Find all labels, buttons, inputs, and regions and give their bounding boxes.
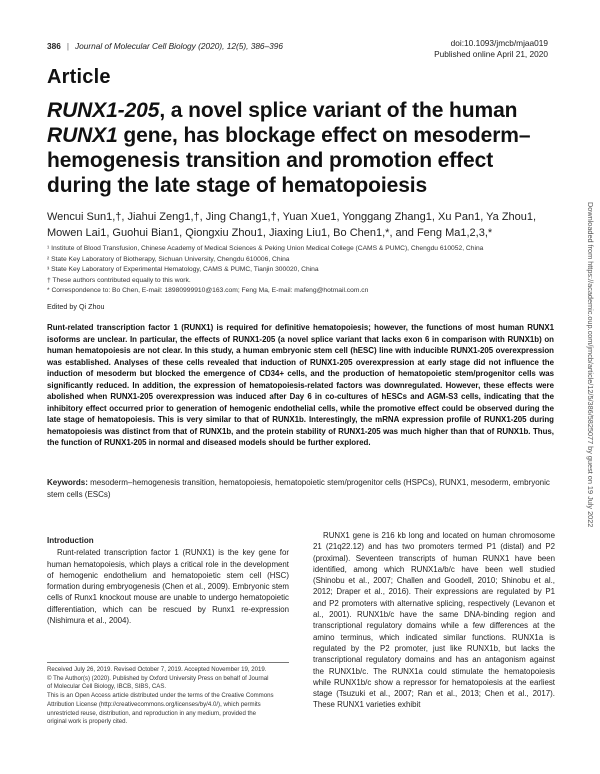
- footnote-license-1: This is an Open Access article distributed under the terms of the Creative Commons: [47, 692, 274, 700]
- keywords-text: mesoderm–hemogenesis transition, hematopoiesis, hematopoietic stem/progenitor cells (HSPCs), RUNX1, mesoderm, embryonic stem cells (ESCs): [47, 478, 550, 499]
- doi[interactable]: doi:10.1093/jmcb/mjaa019: [450, 38, 548, 48]
- published-date: Published online April 21, 2020: [434, 49, 548, 59]
- journal-citation: Journal of Molecular Cell Biology (2020), 12(5), 386–396: [75, 41, 284, 51]
- author-list: Wencui Sun1,†, Jiahui Zeng1,†, Jing Chang1,†, Yuan Xue1, Yonggang Zhang1, Xu Pan1, Ya Zhou1, Mowen Lai1, Guohui Bian1, Qiongxiu Zhou1, Jiaxing Liu1, Bo Chen1,*, and Feng Ma1,2,3,*: [47, 211, 537, 239]
- download-note: [586, 202, 598, 634]
- keywords-label: Keywords:: [47, 478, 88, 487]
- introduction-paragraph: Runt-related transcription factor 1 (RUNX1) is the key gene for human hematopoiesis, which plays a critical role in the development of hemogenic endothelium and hematopoietic stem cell (HSC) formation during embryogenesis (Chen et al., 2009). Embryonic stem cells of Runx1 knockout mouse are unable to undergo hematopoietic differentiation, which can be rescued by Runx1 re-expression (Nishimura et al., 2004).: [47, 548, 289, 626]
- title-variant: RUNX1-205: [47, 99, 160, 122]
- footnote-rule: [47, 662, 289, 663]
- title-part-1: , a novel splice variant of the human: [159, 99, 518, 122]
- footnote-license-4: original work is properly cited.: [47, 718, 128, 726]
- introduction-heading: Introduction: [47, 536, 94, 545]
- page-number: 386: [47, 41, 61, 51]
- right-column: [313, 530, 555, 711]
- correspondence: * Correspondence to: Bo Chen, E-mail: 18980999910@163.com; Feng Ma, E-mail: mafeng@hotmail.com.cn: [47, 287, 369, 294]
- paper-title: [47, 98, 557, 198]
- header-right: [434, 38, 548, 60]
- introduction-section: [47, 535, 289, 626]
- header-separator: |: [66, 41, 69, 51]
- abstract: Runt-related transcription factor 1 (RUNX1) is required for definitive hematopoiesis; however, the functions of most human RUNX1 isoforms are unclear. In particular, the effects of RUNX1-205 (a novel splice variant that lacks exon 6 in comparison with RUNX1b) on human hematopoiesis are not clear. In this study, a human embryonic stem cell (hESC) line with inducible RUNX1-205 overexpression was established. Analyses of these cells revealed that induction of RUNX1-205 overexpression at early stage did not influence the induction of mesoderm but blocked the emergence of CD34+ cells, and the production of hematopoietic stem/progenitor cells was significantly reduced. In addition, the expression of hematopoiesis-related factors was downregulated. However, these effects were abolished when RUNX1-205 overexpression was induced after Day 6 in co-cultures of hESCs and AGM-S3 cells, indicating that the inhibitory effect occurred prior to generation of hemogenic endothelial cells, while the promotive effect could be observed during the late stage of hematopoiesis. This is very similar to that of RUNX1b. Interestingly, the mRNA expression profile of RUNX1-205 during hematopoiesis was distinct from that of RUNX1b, and the protein stability of RUNX1-205 was much higher than that of RUNX1b. Thus, the function of RUNX1-205 in normal and diseased models should be further explored.: [47, 323, 554, 448]
- footnote: [47, 666, 292, 727]
- edited-by: Edited by Qi Zhou: [47, 302, 105, 311]
- equal-contribution-note: † These authors contributed equally to this work.: [47, 276, 191, 284]
- title-gene: RUNX1: [47, 124, 118, 147]
- footnote-license-3: unrestricted reuse, distribution, and reproduction in any medium, provided the: [47, 709, 256, 717]
- footnote-copyright-2: of Molecular Cell Biology, IBCB, SIBS, CAS.: [47, 683, 167, 691]
- keywords: [47, 477, 554, 500]
- footnote-copyright-1: © The Author(s) (2020). Published by Oxford University Press on behalf of Journal: [47, 674, 269, 682]
- running-header: [47, 41, 283, 51]
- download-note-text: Downloaded from https://academic.oup.com/jmcb/article/12/5/386/5825077 by guest on 19 July 2022: [586, 202, 595, 528]
- title-part-2: gene, has blockage effect on mesoderm–hemogenesis transition and promotion effect during the late stage of hematopoiesis: [47, 124, 531, 197]
- article-type: Article: [47, 66, 111, 88]
- right-column-paragraph: RUNX1 gene is 216 kb long and located on human chromosome 21 (21q22.12) and has two promoters termed P1 (distal) and P2 (proximal). Seventeen transcripts of human RUNX1 have been identified, among which RUNX1a/b/c have been well studied (Shinobu et al., 2007; Challen and Goodell, 2010; Shinobu et al., 2012; Draper et al., 2016). Their expressions are regulated by P1 and P2 promoters with alternative splicing, respectively (Levanon et al., 2001). RUNX1b/c have the same DNA-binding region and transcriptional regulatory domains while a few differences at the amino terminus, which indicated similar functions. RUNX1a is regulated by the P2 promoter, just like RUNX1b, but lacks the transcriptional regulatory domains and has an antagonism against the RUNX1b/c. The RUNX1a could stimulate the hematopoiesis while RUNX1b/c show a repressor for hematopoiesis at the earliest stage (Tsuzuki et al., 2007; Ran et al., 2013; Chen et al., 2017). These RUNX1 varieties exhibit: [313, 531, 555, 710]
- footnote-license-2: Attribution License (http://creativecommons.org/licenses/by/4.0/), which permits: [47, 700, 261, 708]
- affiliation-1: ¹ Institute of Blood Transfusion, Chinese Academy of Medical Sciences & Peking Union Medical College (CAMS & PUMC), Chengdu 610052, China: [47, 245, 484, 252]
- affiliation-2: ² State Key Laboratory of Biotherapy, Sichuan University, Chengdu 610006, China: [47, 255, 290, 263]
- footnote-dates: Received July 26, 2019. Revised October 7, 2019. Accepted November 19, 2019.: [47, 666, 267, 673]
- affiliations: [47, 244, 567, 297]
- affiliation-3: ³ State Key Laboratory of Experimental Hematology, CAMS & PUMC, Tianjin 300020, China: [47, 266, 319, 273]
